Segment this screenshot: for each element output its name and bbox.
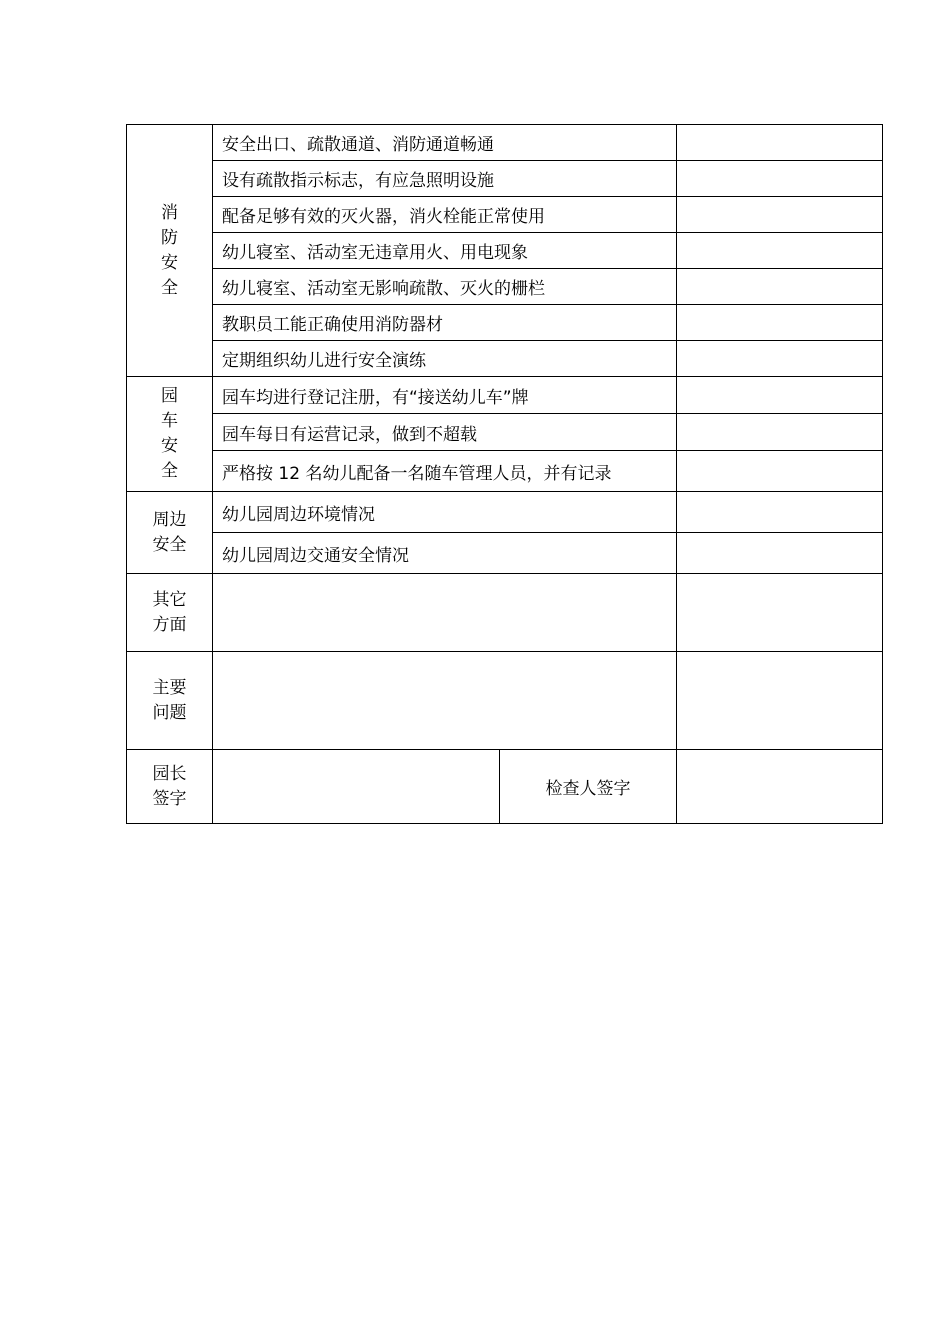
table-row — [127, 377, 883, 414]
director-signature-label: 园长 签字 — [127, 750, 213, 824]
issues-notes-cell[interactable] — [213, 652, 677, 750]
table-row — [127, 125, 883, 161]
category-main-issues: 主要 问题 — [127, 652, 213, 750]
check-item: 幼儿园周边环境情况 — [213, 492, 677, 533]
table-row — [127, 533, 883, 574]
check-item: 幼儿寝室、活动室无违章用火、用电现象 — [213, 233, 677, 269]
check-item: 幼儿寝室、活动室无影响疏散、灭火的栅栏 — [213, 269, 677, 305]
category-bus-safety: 园 车 安 全 — [127, 377, 213, 492]
table-row — [127, 197, 883, 233]
check-item: 安全出口、疏散通道、消防通道畅通 — [213, 125, 677, 161]
table-row — [127, 161, 883, 197]
result-cell[interactable] — [677, 652, 883, 750]
table-row — [127, 574, 883, 652]
result-cell[interactable] — [677, 197, 883, 233]
table-row — [127, 233, 883, 269]
check-item: 设有疏散指示标志，有应急照明设施 — [213, 161, 677, 197]
category-fire-safety: 消 防 安 全 — [127, 125, 213, 377]
table-row — [127, 269, 883, 305]
result-cell[interactable] — [677, 305, 883, 341]
result-cell[interactable] — [677, 533, 883, 574]
other-notes-cell[interactable] — [213, 574, 677, 652]
table-row — [127, 492, 883, 533]
table-row — [127, 414, 883, 451]
result-cell[interactable] — [677, 269, 883, 305]
director-signature-field[interactable] — [213, 750, 500, 824]
inspector-signature-field[interactable] — [677, 750, 883, 824]
result-cell[interactable] — [677, 161, 883, 197]
table-row — [127, 451, 883, 492]
check-item: 园车每日有运营记录，做到不超载 — [213, 414, 677, 451]
result-cell[interactable] — [677, 451, 883, 492]
check-item: 配备足够有效的灭火器，消火栓能正常使用 — [213, 197, 677, 233]
table-row — [127, 750, 883, 824]
check-item: 定期组织幼儿进行安全演练 — [213, 341, 677, 377]
check-item: 园车均进行登记注册，有“接送幼儿车”牌 — [213, 377, 677, 414]
result-cell[interactable] — [677, 341, 883, 377]
result-cell[interactable] — [677, 233, 883, 269]
table-row — [127, 305, 883, 341]
result-cell[interactable] — [677, 125, 883, 161]
category-surroundings-safety: 周边 安全 — [127, 492, 213, 574]
result-cell[interactable] — [677, 492, 883, 533]
table-row — [127, 341, 883, 377]
check-item: 幼儿园周边交通安全情况 — [213, 533, 677, 574]
check-item: 严格按 12 名幼儿配备一名随车管理人员，并有记录 — [213, 451, 677, 492]
result-cell[interactable] — [677, 574, 883, 652]
result-cell[interactable] — [677, 377, 883, 414]
safety-inspection-table — [126, 124, 883, 824]
category-other: 其它 方面 — [127, 574, 213, 652]
table-row — [127, 652, 883, 750]
inspector-signature-label: 检查人签字 — [500, 750, 677, 824]
check-item: 教职员工能正确使用消防器材 — [213, 305, 677, 341]
result-cell[interactable] — [677, 414, 883, 451]
